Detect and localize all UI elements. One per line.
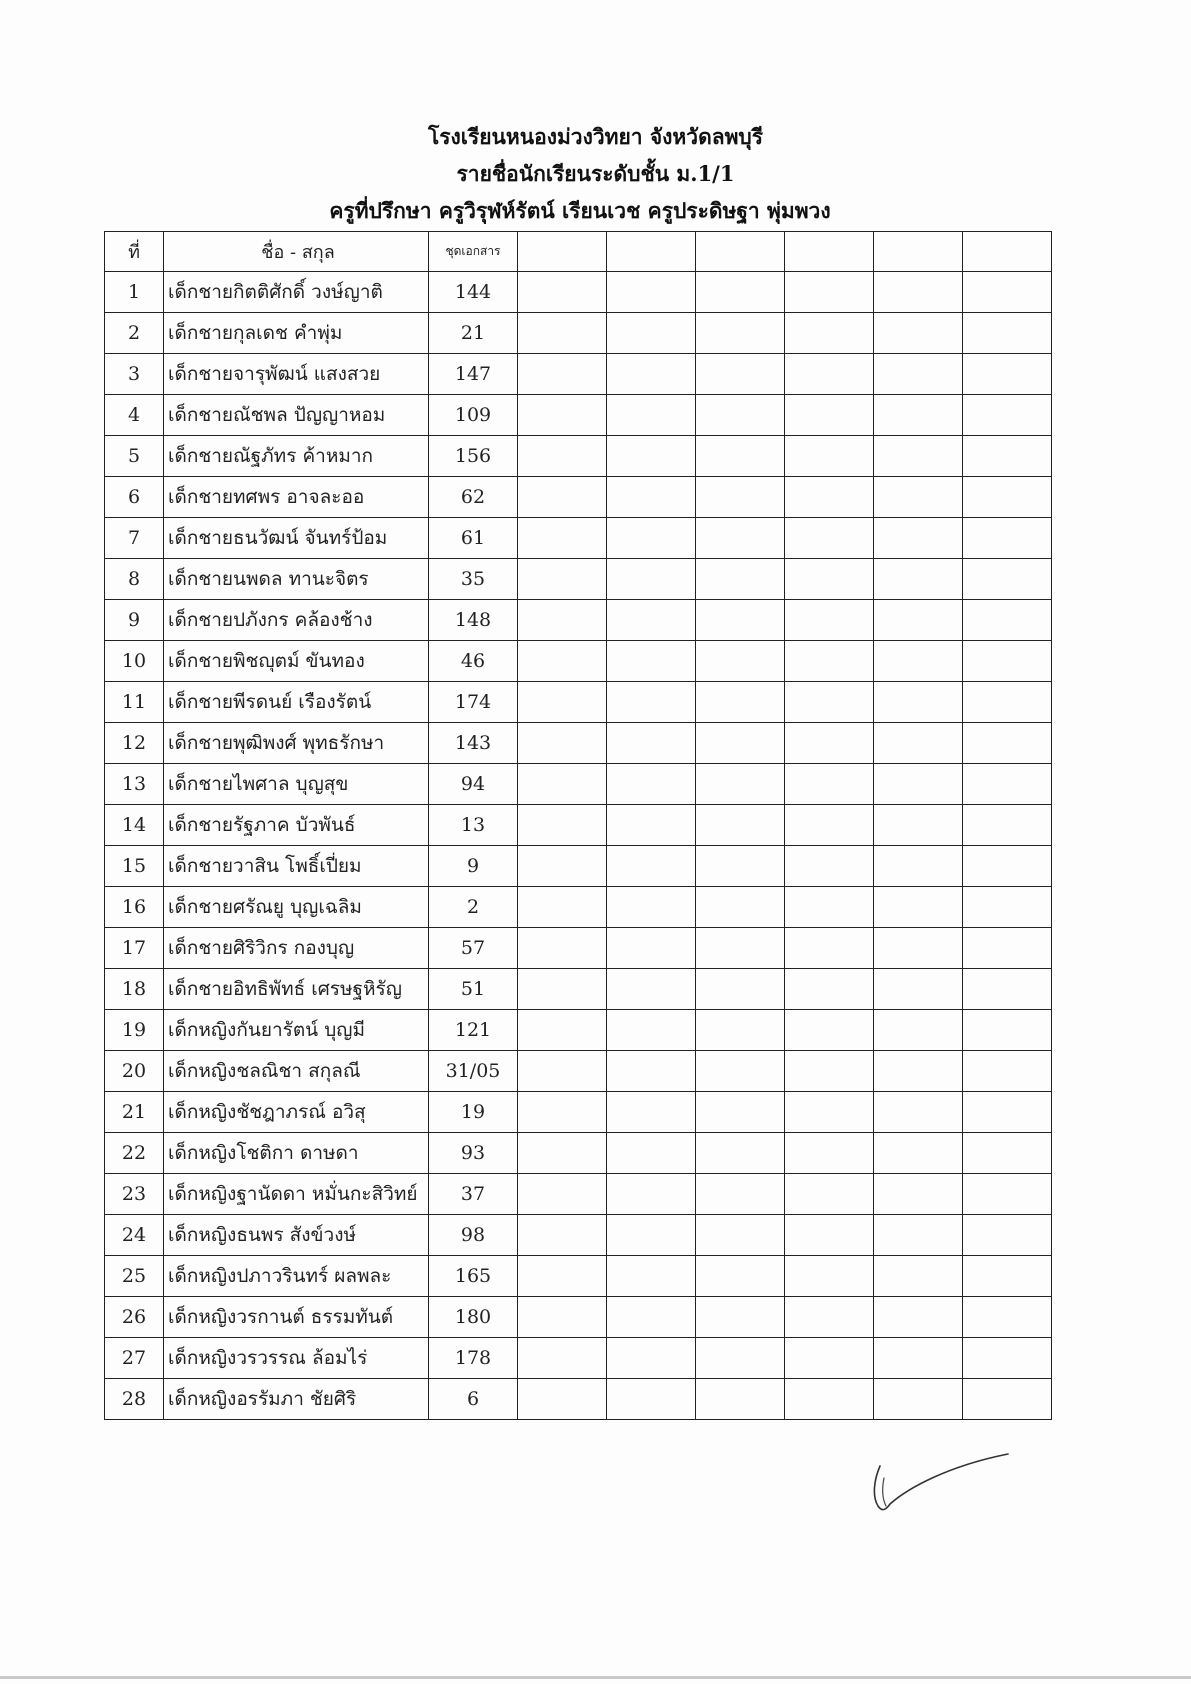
student-name: เด็กหญิงฐานัดดา หมั่นกะสิวิทย์ bbox=[164, 1174, 429, 1215]
blank-cell bbox=[518, 518, 607, 559]
student-name: เด็กชายพุฒิพงศ์ พุทธรักษา bbox=[164, 723, 429, 764]
blank-cell bbox=[785, 928, 874, 969]
document-set-number: 2 bbox=[429, 887, 518, 928]
row-number: 25 bbox=[105, 1256, 164, 1297]
blank-cell bbox=[963, 1379, 1052, 1420]
blank-cell bbox=[518, 764, 607, 805]
blank-cell bbox=[607, 600, 696, 641]
table-body bbox=[105, 272, 1052, 1420]
blank-cell bbox=[518, 682, 607, 723]
blank-cell bbox=[785, 395, 874, 436]
blank-cell bbox=[607, 354, 696, 395]
blank-cell bbox=[785, 272, 874, 313]
row-number: 12 bbox=[105, 723, 164, 764]
blank-cell bbox=[963, 354, 1052, 395]
row-number: 14 bbox=[105, 805, 164, 846]
blank-cell bbox=[607, 805, 696, 846]
table-row bbox=[105, 1010, 1052, 1051]
blank-cell bbox=[963, 846, 1052, 887]
blank-cell bbox=[785, 1297, 874, 1338]
blank-cell bbox=[785, 436, 874, 477]
blank-cell bbox=[785, 805, 874, 846]
blank-cell bbox=[518, 436, 607, 477]
student-name: เด็กชายปภังกร คล้องช้าง bbox=[164, 600, 429, 641]
student-name: เด็กชายจารุพัฒน์ แสงสวย bbox=[164, 354, 429, 395]
blank-cell bbox=[874, 1133, 963, 1174]
document-set-number: 57 bbox=[429, 928, 518, 969]
blank-cell bbox=[785, 1133, 874, 1174]
blank-cell bbox=[518, 1051, 607, 1092]
blank-cell bbox=[518, 477, 607, 518]
blank-cell bbox=[696, 272, 785, 313]
blank-cell bbox=[696, 1092, 785, 1133]
table-row bbox=[105, 846, 1052, 887]
blank-cell bbox=[518, 395, 607, 436]
blank-cell bbox=[874, 1174, 963, 1215]
table-row bbox=[105, 887, 1052, 928]
row-number: 27 bbox=[105, 1338, 164, 1379]
blank-cell bbox=[963, 600, 1052, 641]
blank-cell bbox=[696, 805, 785, 846]
blank-cell bbox=[874, 928, 963, 969]
student-name: เด็กชายศิริวิกร กองบุญ bbox=[164, 928, 429, 969]
blank-cell bbox=[696, 682, 785, 723]
table-row bbox=[105, 436, 1052, 477]
header-blank bbox=[785, 232, 874, 272]
row-number: 11 bbox=[105, 682, 164, 723]
document-set-number: 6 bbox=[429, 1379, 518, 1420]
row-number: 18 bbox=[105, 969, 164, 1010]
row-number: 7 bbox=[105, 518, 164, 559]
blank-cell bbox=[696, 1174, 785, 1215]
blank-cell bbox=[607, 559, 696, 600]
table-row bbox=[105, 1338, 1052, 1379]
blank-cell bbox=[874, 518, 963, 559]
blank-cell bbox=[963, 313, 1052, 354]
row-number: 8 bbox=[105, 559, 164, 600]
blank-cell bbox=[607, 518, 696, 559]
blank-cell bbox=[874, 723, 963, 764]
blank-cell bbox=[963, 518, 1052, 559]
blank-cell bbox=[696, 1215, 785, 1256]
blank-cell bbox=[518, 1215, 607, 1256]
student-name: เด็กชายวาสิน โพธิ์เปี่ยม bbox=[164, 846, 429, 887]
row-number: 6 bbox=[105, 477, 164, 518]
table-row bbox=[105, 477, 1052, 518]
header-name: ชื่อ - สกุล bbox=[164, 232, 429, 272]
table-row bbox=[105, 764, 1052, 805]
blank-cell bbox=[785, 887, 874, 928]
row-number: 1 bbox=[105, 272, 164, 313]
blank-cell bbox=[696, 928, 785, 969]
document-set-number: 144 bbox=[429, 272, 518, 313]
blank-cell bbox=[963, 1133, 1052, 1174]
blank-cell bbox=[963, 1174, 1052, 1215]
blank-cell bbox=[874, 641, 963, 682]
blank-cell bbox=[963, 1051, 1052, 1092]
blank-cell bbox=[518, 1092, 607, 1133]
blank-cell bbox=[696, 1297, 785, 1338]
document-set-number: 148 bbox=[429, 600, 518, 641]
document-set-number: 178 bbox=[429, 1338, 518, 1379]
table-row bbox=[105, 969, 1052, 1010]
blank-cell bbox=[785, 1256, 874, 1297]
blank-cell bbox=[874, 272, 963, 313]
blank-cell bbox=[785, 354, 874, 395]
student-name: เด็กหญิงปภาวรินทร์ ผลพละ bbox=[164, 1256, 429, 1297]
blank-cell bbox=[963, 641, 1052, 682]
blank-cell bbox=[607, 477, 696, 518]
student-name: เด็กหญิงธนพร สังข์วงษ์ bbox=[164, 1215, 429, 1256]
blank-cell bbox=[785, 723, 874, 764]
table-row bbox=[105, 641, 1052, 682]
blank-cell bbox=[607, 723, 696, 764]
blank-cell bbox=[874, 313, 963, 354]
blank-cell bbox=[607, 1092, 696, 1133]
blank-cell bbox=[518, 354, 607, 395]
blank-cell bbox=[518, 928, 607, 969]
student-name: เด็กชายไพศาล บุญสุข bbox=[164, 764, 429, 805]
blank-cell bbox=[963, 1092, 1052, 1133]
document-set-number: 180 bbox=[429, 1297, 518, 1338]
table-row bbox=[105, 272, 1052, 313]
blank-cell bbox=[518, 1338, 607, 1379]
blank-cell bbox=[696, 354, 785, 395]
blank-cell bbox=[696, 969, 785, 1010]
table-row bbox=[105, 723, 1052, 764]
blank-cell bbox=[607, 846, 696, 887]
student-name: เด็กหญิงชลณิชา สกุลณี bbox=[164, 1051, 429, 1092]
blank-cell bbox=[785, 641, 874, 682]
blank-cell bbox=[874, 477, 963, 518]
blank-cell bbox=[963, 395, 1052, 436]
blank-cell bbox=[607, 1297, 696, 1338]
row-number: 13 bbox=[105, 764, 164, 805]
class-list-title: รายชื่อนักเรียนระดับชั้น ม.1/1 bbox=[456, 161, 735, 186]
blank-cell bbox=[963, 723, 1052, 764]
row-number: 26 bbox=[105, 1297, 164, 1338]
blank-cell bbox=[785, 682, 874, 723]
blank-cell bbox=[696, 1133, 785, 1174]
header-blank bbox=[518, 232, 607, 272]
blank-cell bbox=[607, 1010, 696, 1051]
student-name: เด็กชายกิตติศักดิ์ วงษ์ญาติ bbox=[164, 272, 429, 313]
school-title: โรงเรียนหนองม่วงวิทยา จังหวัดลพบุรี bbox=[427, 124, 764, 149]
table-row bbox=[105, 1215, 1052, 1256]
blank-cell bbox=[696, 395, 785, 436]
blank-cell bbox=[785, 846, 874, 887]
blank-cell bbox=[607, 682, 696, 723]
blank-cell bbox=[518, 1379, 607, 1420]
blank-cell bbox=[963, 1010, 1052, 1051]
blank-cell bbox=[696, 600, 785, 641]
blank-cell bbox=[874, 682, 963, 723]
student-name: เด็กหญิงชัชฎาภรณ์ อวิสุ bbox=[164, 1092, 429, 1133]
table-row bbox=[105, 518, 1052, 559]
table-row bbox=[105, 1174, 1052, 1215]
blank-cell bbox=[874, 395, 963, 436]
scan-edge bbox=[0, 1676, 1191, 1679]
table-row bbox=[105, 1379, 1052, 1420]
row-number: 2 bbox=[105, 313, 164, 354]
blank-cell bbox=[963, 928, 1052, 969]
student-name: เด็กชายณัฐภัทร ค้าหมาก bbox=[164, 436, 429, 477]
student-name: เด็กชายศรัณยู บุญเฉลิม bbox=[164, 887, 429, 928]
blank-cell bbox=[607, 436, 696, 477]
blank-cell bbox=[963, 1297, 1052, 1338]
blank-cell bbox=[696, 313, 785, 354]
row-number: 23 bbox=[105, 1174, 164, 1215]
blank-cell bbox=[518, 600, 607, 641]
blank-cell bbox=[696, 846, 785, 887]
blank-cell bbox=[963, 805, 1052, 846]
blank-cell bbox=[874, 887, 963, 928]
blank-cell bbox=[785, 313, 874, 354]
blank-cell bbox=[874, 436, 963, 477]
blank-cell bbox=[696, 641, 785, 682]
table-row bbox=[105, 1133, 1052, 1174]
table-row bbox=[105, 928, 1052, 969]
blank-cell bbox=[785, 1338, 874, 1379]
table-row bbox=[105, 1256, 1052, 1297]
blank-cell bbox=[874, 600, 963, 641]
student-name: เด็กชายนพดล ทานะจิตร bbox=[164, 559, 429, 600]
blank-cell bbox=[963, 1215, 1052, 1256]
document-set-number: 19 bbox=[429, 1092, 518, 1133]
header-blank bbox=[696, 232, 785, 272]
blank-cell bbox=[696, 1379, 785, 1420]
document-set-number: 35 bbox=[429, 559, 518, 600]
document-set-number: 37 bbox=[429, 1174, 518, 1215]
document-set-number: 13 bbox=[429, 805, 518, 846]
document-set-number: 121 bbox=[429, 1010, 518, 1051]
blank-cell bbox=[874, 1297, 963, 1338]
document-set-number: 21 bbox=[429, 313, 518, 354]
document-set-number: 46 bbox=[429, 641, 518, 682]
document-set-number: 9 bbox=[429, 846, 518, 887]
blank-cell bbox=[785, 764, 874, 805]
blank-cell bbox=[963, 682, 1052, 723]
table-row bbox=[105, 1051, 1052, 1092]
table-row bbox=[105, 682, 1052, 723]
blank-cell bbox=[607, 272, 696, 313]
blank-cell bbox=[785, 1092, 874, 1133]
blank-cell bbox=[518, 805, 607, 846]
document-set-number: 147 bbox=[429, 354, 518, 395]
blank-cell bbox=[518, 559, 607, 600]
blank-cell bbox=[963, 559, 1052, 600]
blank-cell bbox=[607, 1174, 696, 1215]
blank-cell bbox=[785, 477, 874, 518]
blank-cell bbox=[518, 1297, 607, 1338]
blank-cell bbox=[607, 641, 696, 682]
header-blank bbox=[607, 232, 696, 272]
blank-cell bbox=[607, 1338, 696, 1379]
row-number: 22 bbox=[105, 1133, 164, 1174]
blank-cell bbox=[696, 1010, 785, 1051]
student-name: เด็กชายณัชพล ปัญญาหอม bbox=[164, 395, 429, 436]
student-name: เด็กชายรัฐภาค บัวพันธ์ bbox=[164, 805, 429, 846]
blank-cell bbox=[874, 1051, 963, 1092]
blank-cell bbox=[785, 1051, 874, 1092]
table-row bbox=[105, 1297, 1052, 1338]
blank-cell bbox=[518, 846, 607, 887]
blank-cell bbox=[874, 354, 963, 395]
blank-cell bbox=[607, 313, 696, 354]
student-name: เด็กชายทศพร อาจละออ bbox=[164, 477, 429, 518]
blank-cell bbox=[607, 1379, 696, 1420]
row-number: 5 bbox=[105, 436, 164, 477]
document-set-number: 165 bbox=[429, 1256, 518, 1297]
table-row bbox=[105, 559, 1052, 600]
document-set-number: 62 bbox=[429, 477, 518, 518]
blank-cell bbox=[785, 1215, 874, 1256]
blank-cell bbox=[963, 1338, 1052, 1379]
blank-cell bbox=[785, 518, 874, 559]
blank-cell bbox=[696, 887, 785, 928]
blank-cell bbox=[607, 969, 696, 1010]
student-name: เด็กหญิงโชติกา ดาษดา bbox=[164, 1133, 429, 1174]
student-name: เด็กชายพีรดนย์ เรืองรัตน์ bbox=[164, 682, 429, 723]
blank-cell bbox=[874, 1338, 963, 1379]
blank-cell bbox=[874, 1215, 963, 1256]
blank-cell bbox=[518, 313, 607, 354]
document-set-number: 98 bbox=[429, 1215, 518, 1256]
row-number: 20 bbox=[105, 1051, 164, 1092]
header-blank bbox=[963, 232, 1052, 272]
signature-mark bbox=[868, 1448, 1018, 1528]
blank-cell bbox=[874, 846, 963, 887]
table-header-row bbox=[105, 232, 1052, 272]
student-name: เด็กชายพิชญุตม์ ขันทอง bbox=[164, 641, 429, 682]
row-number: 10 bbox=[105, 641, 164, 682]
document-set-number: 51 bbox=[429, 969, 518, 1010]
row-number: 15 bbox=[105, 846, 164, 887]
blank-cell bbox=[607, 1256, 696, 1297]
blank-cell bbox=[874, 1256, 963, 1297]
blank-cell bbox=[518, 641, 607, 682]
blank-cell bbox=[607, 764, 696, 805]
blank-cell bbox=[518, 1133, 607, 1174]
blank-cell bbox=[607, 1051, 696, 1092]
blank-cell bbox=[607, 928, 696, 969]
student-roster-table bbox=[104, 231, 1052, 1420]
row-number: 16 bbox=[105, 887, 164, 928]
blank-cell bbox=[696, 436, 785, 477]
blank-cell bbox=[963, 764, 1052, 805]
table-row bbox=[105, 354, 1052, 395]
blank-cell bbox=[696, 559, 785, 600]
document-set-number: 143 bbox=[429, 723, 518, 764]
document-set-number: 174 bbox=[429, 682, 518, 723]
blank-cell bbox=[874, 1010, 963, 1051]
student-name: เด็กชายอิทธิพัทธ์ เศรษฐหิรัญ bbox=[164, 969, 429, 1010]
blank-cell bbox=[785, 1174, 874, 1215]
document-set-number: 94 bbox=[429, 764, 518, 805]
table-row bbox=[105, 805, 1052, 846]
blank-cell bbox=[518, 1256, 607, 1297]
student-name: เด็กชายธนวัฒน์ จันทร์ป้อม bbox=[164, 518, 429, 559]
header-blank bbox=[874, 232, 963, 272]
blank-cell bbox=[518, 723, 607, 764]
blank-cell bbox=[696, 1051, 785, 1092]
blank-cell bbox=[874, 1379, 963, 1420]
blank-cell bbox=[696, 723, 785, 764]
student-name: เด็กหญิงวรกานต์ ธรรมทันต์ bbox=[164, 1297, 429, 1338]
row-number: 28 bbox=[105, 1379, 164, 1420]
blank-cell bbox=[607, 1133, 696, 1174]
row-number: 3 bbox=[105, 354, 164, 395]
student-name: เด็กหญิงกันยารัตน์ บุญมี bbox=[164, 1010, 429, 1051]
blank-cell bbox=[607, 887, 696, 928]
blank-cell bbox=[963, 969, 1052, 1010]
blank-cell bbox=[518, 969, 607, 1010]
row-number: 19 bbox=[105, 1010, 164, 1051]
blank-cell bbox=[518, 887, 607, 928]
row-number: 9 bbox=[105, 600, 164, 641]
table-row bbox=[105, 395, 1052, 436]
blank-cell bbox=[785, 600, 874, 641]
row-number: 21 bbox=[105, 1092, 164, 1133]
blank-cell bbox=[607, 395, 696, 436]
row-number: 4 bbox=[105, 395, 164, 436]
student-name: เด็กชายกุลเดช คำพุ่ม bbox=[164, 313, 429, 354]
blank-cell bbox=[696, 1338, 785, 1379]
blank-cell bbox=[963, 887, 1052, 928]
blank-cell bbox=[963, 477, 1052, 518]
document-set-number: 156 bbox=[429, 436, 518, 477]
blank-cell bbox=[963, 272, 1052, 313]
table-row bbox=[105, 600, 1052, 641]
blank-cell bbox=[518, 1010, 607, 1051]
row-number: 24 bbox=[105, 1215, 164, 1256]
blank-cell bbox=[696, 477, 785, 518]
blank-cell bbox=[874, 969, 963, 1010]
blank-cell bbox=[785, 969, 874, 1010]
header-doc: ชุดเอกสาร bbox=[429, 232, 518, 272]
table-row bbox=[105, 1092, 1052, 1133]
blank-cell bbox=[874, 559, 963, 600]
blank-cell bbox=[785, 1379, 874, 1420]
blank-cell bbox=[518, 1174, 607, 1215]
blank-cell bbox=[874, 805, 963, 846]
blank-cell bbox=[518, 272, 607, 313]
blank-cell bbox=[696, 518, 785, 559]
document-set-number: 93 bbox=[429, 1133, 518, 1174]
student-name: เด็กหญิงวรวรรณ ล้อมไร่ bbox=[164, 1338, 429, 1379]
blank-cell bbox=[785, 1010, 874, 1051]
blank-cell bbox=[963, 1256, 1052, 1297]
blank-cell bbox=[963, 436, 1052, 477]
document-set-number: 31/05 bbox=[429, 1051, 518, 1092]
advisors-line: ครูที่ปรึกษา ครูวิรุฬห์รัตน์ เรียนเวช ครูประดิษฐา พุ่มพวง bbox=[329, 198, 831, 223]
header-no: ที่ bbox=[105, 232, 164, 272]
blank-cell bbox=[874, 764, 963, 805]
blank-cell bbox=[696, 1256, 785, 1297]
blank-cell bbox=[696, 764, 785, 805]
document-set-number: 61 bbox=[429, 518, 518, 559]
blank-cell bbox=[874, 1092, 963, 1133]
table-row bbox=[105, 313, 1052, 354]
document-set-number: 109 bbox=[429, 395, 518, 436]
student-name: เด็กหญิงอรรัมภา ชัยศิริ bbox=[164, 1379, 429, 1420]
row-number: 17 bbox=[105, 928, 164, 969]
blank-cell bbox=[785, 559, 874, 600]
blank-cell bbox=[607, 1215, 696, 1256]
